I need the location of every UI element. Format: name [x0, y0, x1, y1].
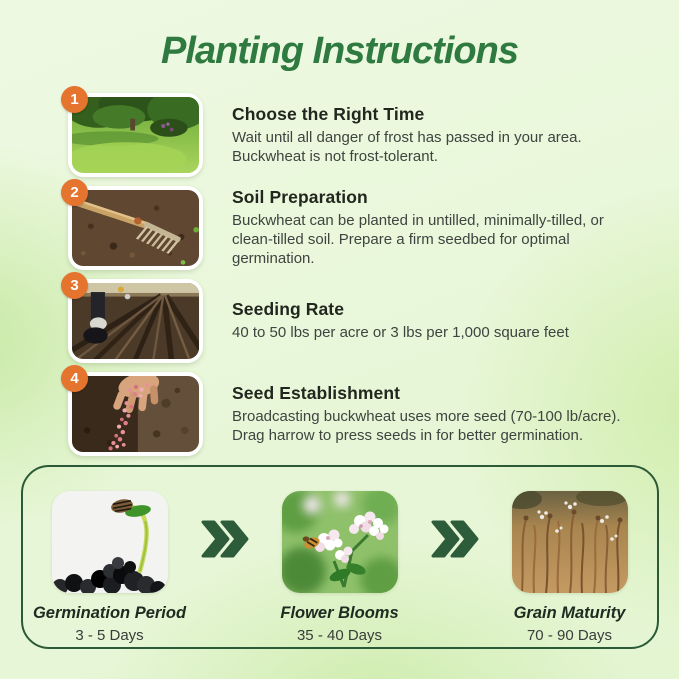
growth-timeline-panel [21, 465, 659, 649]
seedling-sprout-photo [52, 491, 168, 593]
double-chevron-right-icon [430, 519, 480, 559]
step-number-badge: 2 [61, 179, 88, 206]
step-row-3 [68, 279, 679, 363]
step-number-badge: 4 [61, 365, 88, 392]
stage-grain-maturity [483, 491, 657, 644]
stage-label: Flower Blooms [280, 604, 399, 622]
step-2-image-card [68, 186, 203, 270]
hand-sowing-seeds-photo [72, 376, 199, 452]
stage-days: 70 - 90 Days [526, 627, 613, 644]
mature-grain-field-photo [512, 491, 628, 593]
stage-days: 35 - 40 Days [296, 627, 383, 644]
stage-label: Germination Period [32, 604, 187, 622]
lawn-garden-photo [72, 97, 199, 173]
stage-flower-blooms [253, 491, 427, 644]
rake-in-soil-photo [72, 190, 199, 266]
step-2-text [232, 187, 630, 269]
step-title: Seed Establishment [232, 382, 401, 403]
step-3-text [232, 299, 630, 343]
buckwheat-flowers-photo [282, 491, 398, 593]
page-title: Planting Instructions [161, 30, 518, 72]
step-title: Seeding Rate [232, 299, 345, 320]
double-chevron-right-icon [200, 519, 250, 559]
stage-label: Grain Maturity [513, 604, 626, 622]
step-number-badge: 3 [61, 272, 88, 299]
tilled-furrows-photo [72, 283, 199, 359]
step-description: Wait until all danger of frost has passed in your area. Buckwheat is not frost-tolerant. [232, 128, 582, 165]
step-description: Broadcasting buckwheat uses more seed (70-100 lb/acre). Drag harrow to press seeds in for better germination. [232, 407, 621, 444]
step-1-image-card [68, 93, 203, 177]
step-title: Soil Preparation [232, 187, 368, 208]
step-title: Choose the Right Time [232, 103, 425, 124]
step-1-text [232, 104, 630, 167]
stage-germination [23, 491, 197, 644]
stage-days: 3 - 5 Days [75, 627, 144, 644]
step-row-1 [68, 93, 679, 177]
step-description: Buckwheat can be planted in untilled, minimally-tilled, or clean-tilled soil. Prepare a firm seedbed for optimal germination. [232, 212, 604, 267]
step-description: 40 to 50 lbs per acre or 3 lbs per 1,000 square feet [232, 324, 569, 342]
step-4-image-card [68, 372, 203, 456]
step-number-badge: 1 [61, 86, 88, 113]
steps-section [68, 93, 679, 456]
step-4-text [232, 383, 630, 446]
step-3-image-card [68, 279, 203, 363]
step-row-4 [68, 372, 679, 456]
step-row-2 [68, 186, 679, 270]
